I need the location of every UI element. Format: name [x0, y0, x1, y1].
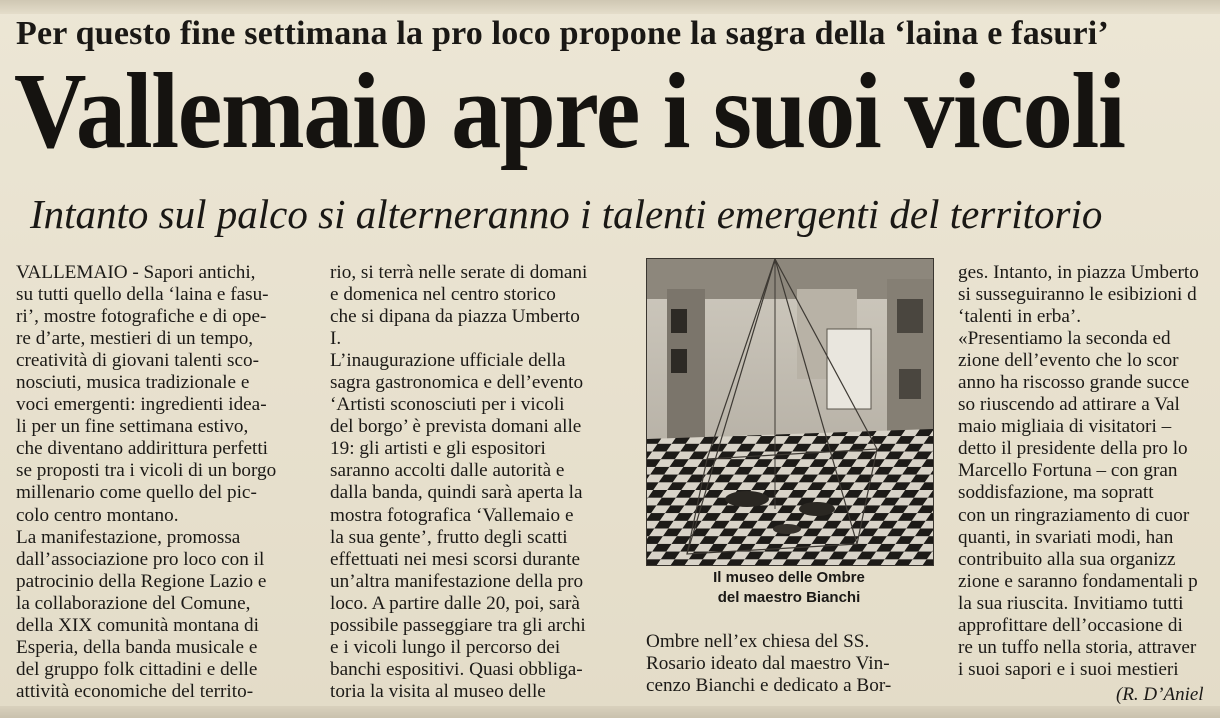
article-headline: Vallemaio apre i suoi vicoli [14, 52, 1125, 171]
article-kicker: Per questo fine settimana la pro loco propone la sagra della ‘laina e fasuri’ [16, 15, 1109, 52]
bottom-edge [0, 706, 1220, 718]
article-column-2: rio, si terrà nelle serate di domani e domenica nel centro storico che si dipana da piazza Umberto I. L’inaugurazione ufficiale della sagra gastronomica e dell’evento ‘Artisti sconosciuti per i vicoli del borgo’ è prevista domani alle 19: gli artisti e gli espositori saranno accolti dalle autorità e dalla banda, quindi sarà aperta la mostra fotografica ‘Vallemaio e la sua gente’, frutto degli scatti effettuati nei mesi scorsi durante un’altra manifestazione della pro loco. A partire dalle 20, poi, sarà possibile passeggiare tra gli archi e i vicoli lungo il percorso dei banchi espositivi. Quasi obbliga- toria la visita al museo delle [330, 262, 588, 702]
museum-photo [646, 258, 934, 566]
article-signature: (R. D’Aniel [1116, 684, 1204, 705]
article-column-1: VALLEMAIO - Sapori antichi, su tutti quello della ‘laina e fasu- ri’, mostre fotografiche e di ope- re d’arte, mestieri di un tempo, creatività di giovani talenti sco- nosciuti, musica tradizionale e voci emergenti: ingredienti idea- li per un fine settimana estivo, che diventano addirittura perfetti se proposti tra i vicoli di un borgo millenario come quello del pic- colo centro montano. La manifestazione, promossa dall’associazione pro loco con il patrocinio della Regione Lazio e la collaborazione del Comune, della XIX comunità montana di Esperia, della banda musicale e del gruppo folk cittadini e delle attività economiche del territo- [16, 262, 277, 702]
article-column-4: ges. Intanto, in piazza Umberto si susseguiranno le esibizioni d ‘talenti in erba’. «Presentiamo la seconda ed zione dell’evento che lo scor anno ha riscosso grande succe so riuscendo ad attirare a Val maio migliaia di visitatori – detto il presidente della pro lo Marcello Fortuna – con gran soddisfazione, ma sopratt con un ringraziamento di cuor quanti, in svariati modi, han contribuito alla sua organizz zione e saranno fondamentali p la sua riuscita. Invitiamo tutti approfittare dell’occasione di re un tuffo nella storia, attraver i suoi sapori e i suoi mestieri [958, 262, 1199, 680]
museum-photo-illustration [647, 259, 933, 565]
article-subheadline: Intanto sul palco si alterneranno i talenti emergenti del territorio [30, 191, 1103, 237]
photo-caption: Il museo delle Ombre del maestro Bianchi [713, 569, 865, 606]
top-bleed-strip [0, 0, 1220, 14]
article-column-3: Ombre nell’ex chiesa del SS. Rosario ideato dal maestro Vin- cenzo Bianchi e dedicato a Bor- [646, 631, 892, 697]
